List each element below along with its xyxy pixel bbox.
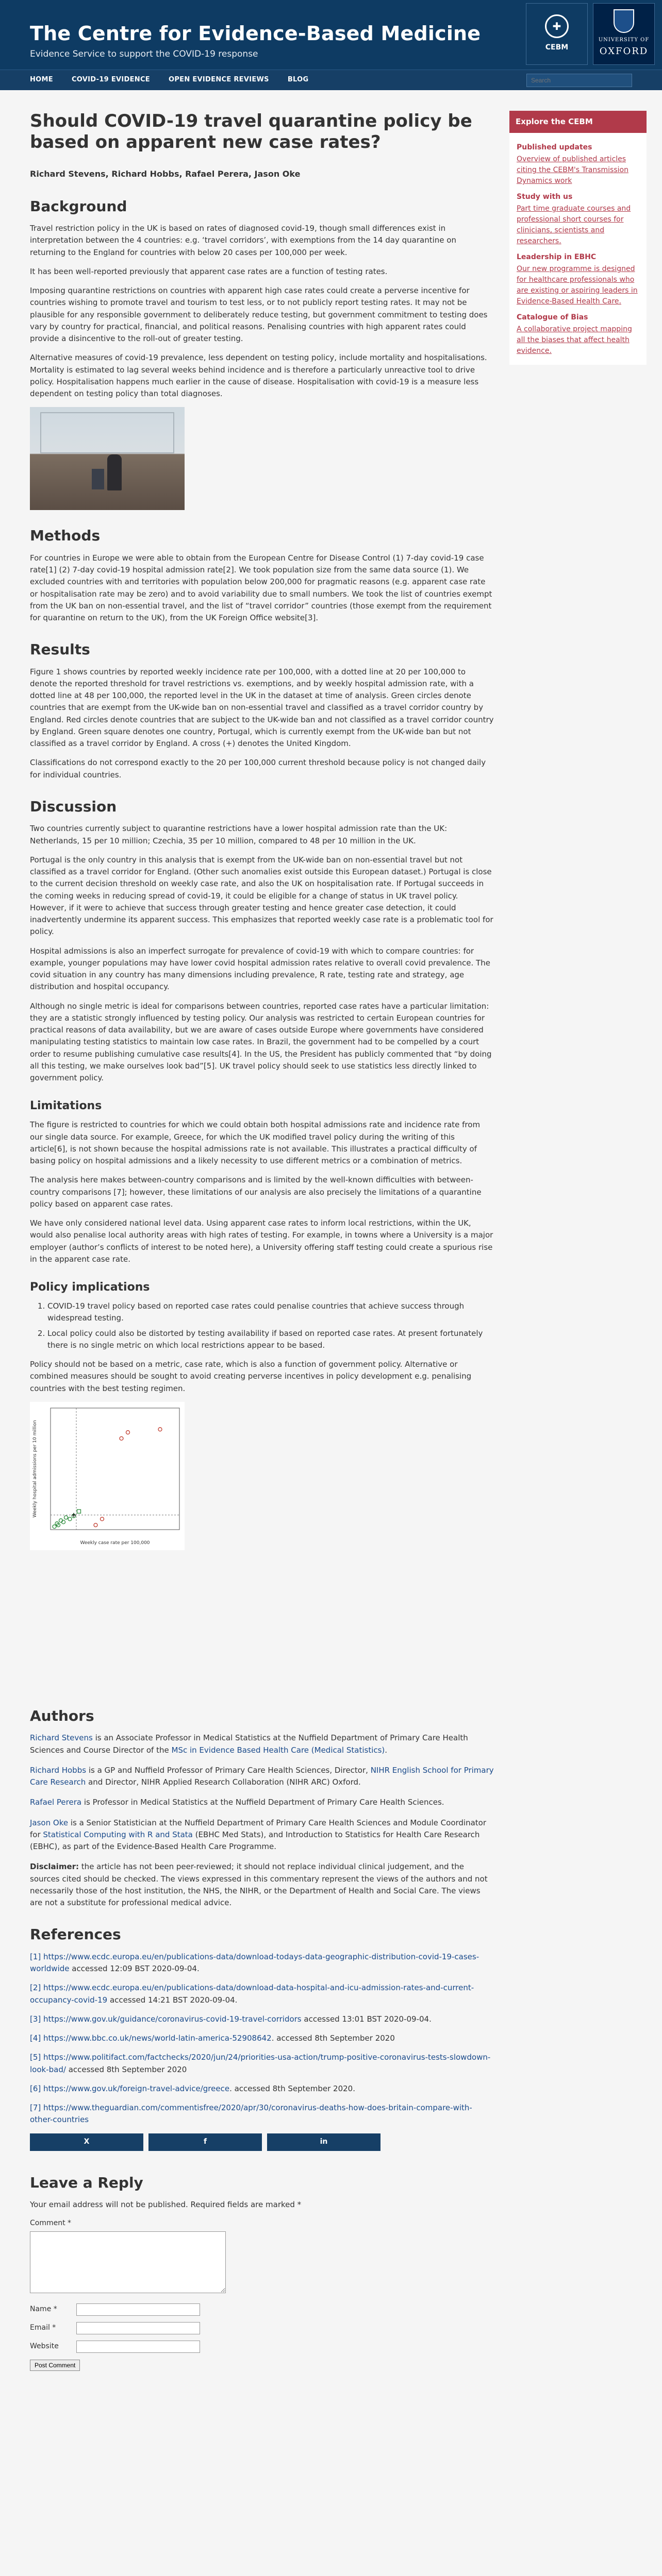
school-link[interactable]: NIHR English School for Primary Care Research [30,1765,494,1787]
nav-home[interactable]: HOME [30,76,53,84]
data-point-travel-corridor [68,1517,72,1521]
sidebar-section-link[interactable]: A collaborative project mapping all the biases that affect health evidence. [517,325,632,355]
photo-suitcase [92,469,104,489]
sidebar-section-link[interactable]: Our new programme is designed for healthcare professionals who are existing or aspiring leaders in Evidence-Based Health Care. [517,265,638,306]
data-point-travel-corridor [64,1516,68,1519]
nav-open-evidence-reviews[interactable]: OPEN EVIDENCE REVIEWS [169,76,269,84]
reference-link[interactable]: https://www.theguardian.com/commentisfree/2020/apr/30/coronavirus-deaths-how-does-britain-compare-with-other-countries [30,2103,472,2125]
post-comment-button[interactable]: Post Comment [30,2360,80,2371]
references-heading: References [30,1926,121,1943]
reference-number[interactable]: [4] [30,2033,41,2043]
author-bio-text: is Professor in Medical Statistics at the Nuffield Department of Primary Care Health Sciences. [81,1798,444,1807]
reference-item [30,2083,494,2095]
sidebar-section-link[interactable]: Overview of published articles citing the CEBM's Transmission Dynamics work [517,155,628,185]
sidebar-section-title[interactable]: Catalogue of Bias [517,313,588,322]
oxford-logo-line1: UNIVERSITY OF [598,37,650,43]
name-input[interactable] [76,2303,200,2316]
author-bio-text: is a GP and Nuffield Professor of Primary Care Health Sciences, Director, [86,1765,371,1775]
policy-item: 2. Local policy could also be distorted by testing availability if based on reported case rates. At present fortunately there is no single metric on which local restrictions appear to be based. [47,1328,494,1352]
disclaimer-text: the article has not been peer-reviewed; it should not replace individual clinical judgement, and the sources cited should be checked. The views expressed in this commentary represent the views of the authors and not necessarily those of the host institution, the NHS, the NIHR, or the Department of Health and Social Care. The views are not a substitute for professional medical advice. [30,1862,488,1908]
limitations-paragraph: The figure is restricted to countries for which we could obtain both hospital admissions rate and incidence rate from our single data source. For example, Greece, for which the UK modified travel policy during the writing of this article[6], is not shown because the hospital admissions rate is not available. This illustrates a practical difficulty of basing policy on hospital admissions and a likely necessity to use different metrics or a combination of metrics. [30,1120,481,1166]
reply-heading: Leave a Reply [30,2174,143,2191]
cebm-logo-text: CEBM [545,43,569,52]
article-title: Should COVID-19 travel quarantine policy be based on apparent new case rates? [30,111,472,153]
reference-link[interactable]: https://www.politifact.com/factchecks/2020/jun/24/priorities-usa-action/trump-positive-coronavirus-tests-slowdown-look-bad/ [30,2053,491,2074]
author-link[interactable]: Jason Oke [30,1818,69,1827]
site-tagline: Evidence Service to support the COVID-19 response [30,49,258,59]
author-bio-tail: . [385,1745,388,1755]
sidebar-section-title[interactable]: Published updates [517,143,592,152]
discussion-heading: Discussion [30,798,117,815]
data-point-subject-to-ban [94,1523,97,1527]
reference-number[interactable]: [7] [30,2103,41,2113]
limitations-paragraph: We have only considered national level data. Using apparent case rates to inform local restrictions, within the UK, would also penalise local authority areas with high rates of testing. For example, in towns where a University is a major employer (author’s conflicts of interest to be noted here), a University offering staff testing could create a spurious rise in the apparent case rate. [30,1218,493,1264]
share-facebook-button[interactable]: f [148,2133,262,2151]
photo-traveller [107,454,122,490]
reply-note: Your email address will not be published. Required fields are marked * [30,2199,302,2209]
author-bio-tail: (EBHC Med Stats), and Introduction to Statistics for Health Care Research (EBHC), as part of the Evidence-Based Health Care Programme. [30,1829,480,1852]
background-paragraph: Imposing quarantine restrictions on countries with apparent high case rates could create a perverse incentive for countries wishing to promote travel and tourism to test less, or to not publicly report testing rates. It may not be plausible for any responsible government to deliberately reduce testing, but government commitment to testing does vary by country for practical, financial, and political reasons. Penalising countries with high apparent rates could provide a disincentive to the roll-out of greater testing. [30,286,488,344]
sidebar-section-link[interactable]: Part time graduate courses and professional short courses for clinicians, scientists and researchers. [517,205,631,246]
policy-paragraph: Policy should not be based on a metric, case rate, which is also a function of government policy. Alternative or combined measures should be sought to avoid creating perverse incentives in policy development e.g. penalising countries with the best testing regimen. [30,1360,472,1393]
data-point-subject-to-ban [101,1517,104,1521]
oxford-shield-icon [614,9,634,33]
methods-paragraph: For countries in Europe we were able to obtain from the European Centre for Disease Control (1) 7-day covid-19 case rate[1] (2) 7-day covid-19 hospital admission rate[2]. We took population size from the same data source (1). We excluded countries with and territories with population below 200,000 for pragmatic reasons (e.g. apparent case rate or hospitalisation rate may be zero) and to avoid variability due to small numbers. We took the list of countries exempt from the UK ban on non-essential travel, and the list of “travel corridor” countries (those exempt from the requirement for quarantine on return to the UK), from the UK Foreign Office website[3]. [30,553,492,623]
reply-form [30,2172,494,2371]
reference-note: accessed 8th September 2020 [65,2064,187,2074]
reference-link[interactable]: https://www.gov.uk/foreign-travel-advice/greece [43,2083,230,2093]
author-bio [30,1765,494,1789]
reference-item [30,2052,494,2076]
search-input[interactable] [526,74,632,87]
name-field-row [30,2303,494,2316]
reference-link[interactable]: https://www.ecdc.europa.eu/en/publications-data/download-todays-data-geographic-distribution-covid-19-cases-worldwide [30,1952,479,1974]
course-link[interactable]: MSc in Evidence Based Health Care (Medical Statistics) [171,1745,385,1755]
reference-note: . accessed 8th September 2020. [229,2083,355,2093]
website-input[interactable] [76,2341,200,2353]
author-link[interactable]: Richard Stevens [30,1733,93,1743]
reference-number[interactable]: [5] [30,2053,41,2062]
data-point-subject-to-ban [158,1428,162,1431]
x-axis-label: Weekly case rate per 100,000 [80,1540,150,1546]
results-paragraph: Figure 1 shows countries by reported weekly incidence rate per 100,000, with a dotted line at 20 per 100,000 to denote the reported threshold for travel restrictions vs. exemptions, and by weekly hospital admission rate, with a dotted line at 48 per 100,000, the reported level in the UK in the dataset at time of analysis. Green circles denote countries that are exempt from the UK-wide ban on non-essential travel and classified as a travel corridor country by England. Red circles denote countries that are subject to the UK-wide ban and not classified as a travel corridor country by England. Green square denotes one country, Portugal, which is currently exempt from the UK-wide ban but not classified as a travel corridor by England. A cross (+) denotes the United Kingdom. [30,667,494,749]
sidebar-section-title[interactable]: Leadership in EBHC [517,253,597,262]
name-label: Name * [30,2305,57,2313]
author-bio-text: is an Associate Professor in Medical Statistics at the Nuffield Department of Primary Care Health Sciences and Course Director of the [30,1733,468,1755]
background-paragraph: Travel restriction policy in the UK is based on rates of diagnosed covid-19, though small differences exist in interpretation between the 4 countries: e.g. ‘travel corridors’, with exemptions from the 14 day quarantine on returning to the England for countries with below 20 cases per 100,000 per week. [30,224,456,257]
site-title[interactable]: The Centre for Evidence-Based Medicine [30,22,481,45]
methods-heading: Methods [30,527,101,545]
reference-note: accessed 12:09 BST 2020-09-04. [69,1964,200,1974]
author-bio-tail: and Director, NIHR Applied Research Collaboration (NIHR ARC) Oxford. [86,1777,361,1787]
policy-list [30,1300,494,1351]
nav-blog[interactable]: BLOG [287,76,309,84]
policy-heading: Policy implications [30,1281,150,1294]
data-point-portugal [77,1510,81,1513]
comment-textarea[interactable] [30,2231,226,2293]
references-section [30,1923,494,2126]
reference-link[interactable]: https://www.bbc.co.uk/news/world-latin-america-52908642 [43,2033,272,2043]
data-point-travel-corridor [53,1525,56,1529]
author-bio [30,1817,494,1853]
limitations-paragraph: The analysis here makes between-country comparisons and is limited by the well-known difficulties with between-country comparisons [7]; however, these limitations of our analysis are also precisely the limitations of a quarantine policy based on apparent case rates. [30,1175,482,1209]
article-authors: Richard Stevens, Richard Hobbs, Rafael Perera, Jason Oke [30,168,301,179]
reference-item [30,1951,494,1975]
data-point-subject-to-ban [120,1436,123,1440]
share-bar [30,2133,494,2151]
nav-covid-evidence[interactable]: COVID-19 EVIDENCE [71,76,150,84]
cebm-mark-icon: ✚ [545,14,569,38]
reference-note: . accessed 8th September 2020 [271,2033,395,2043]
website-label: Website [30,2342,59,2350]
comment-label: Comment * [30,2219,72,2228]
scatter-svg [30,1402,185,1550]
airport-traveller-photo [30,407,185,510]
reference-item [30,2013,494,2025]
website-field-row [30,2341,494,2353]
authors-heading: Authors [30,1707,94,1724]
module-link[interactable]: Statistical Computing with R and Stata [43,1829,193,1839]
article [30,90,494,2371]
reference-link[interactable]: https://www.ecdc.europa.eu/en/publications-data/download-data-hospital-and-icu-admission-rates-and-current-occupancy-covid-19 [30,1983,474,2005]
email-label: Email * [30,2324,56,2332]
reference-number[interactable]: [6] [30,2083,41,2093]
share-x-button[interactable]: X [30,2133,143,2151]
explore-cebm-box [509,111,647,365]
author-bio-text: is a Senior Statistician at the Nuffield Department of Primary Care Health Sciences and Module Coordinator for [30,1818,487,1839]
results-heading: Results [30,641,90,658]
author-bio [30,1797,494,1808]
sidebar-body [509,133,647,365]
author-link[interactable]: Richard Hobbs [30,1765,87,1775]
sidebar [509,111,647,2371]
data-point-subject-to-ban [126,1431,130,1434]
reference-item [30,2032,494,2044]
results-paragraph: Classifications do not correspond exactly to the 20 per 100,000 current threshold because policy is not changed daily for individual countries. [30,758,486,779]
discussion-paragraph: Portugal is the only country in this analysis that is exempt from the UK-wide ban on non-essential travel but not classified as a travel corridor for England. (Other such anomalies exist outside this European dataset.) Portugal is close to the current decision threshold on weekly case rate, and also the UK on hospitalisation rate. If Portugal succeeds in the coming weeks in reducing spread of covid-19, it could be eligible for a change of status in UK travel policy. However, if it were to achieve that success through greater testing and hence greater case detection, it could inadvertently undermine its apparent success. This emphasizes that reported weekly case rate is a problematic tool for policy. [30,855,493,937]
photo-window [40,412,174,453]
reference-note: accessed 14:21 BST 2020-09-04. [107,1995,238,2005]
plot-frame [51,1408,179,1530]
background-paragraph: Alternative measures of covid-19 prevalence, less dependent on testing policy, include mortality and hospitalisations. Mortality is estimated to lag several weeks behind incidence and is therefore a particularly unreactive tool to drive policy. Hospitalisation happens much earlier in the cause of disease. Hospitalisation with covid-19 is a measure less dependent on testing policy than total diagnoses. [30,353,487,399]
discussion-paragraph: Although no single metric is ideal for comparisons between countries, reported case rates have a particular limitation: they are a statistic strongly influenced by testing policy. Our analysis was restricted to certain European countries for practical reasons of data availability, but we are aware of cases outside Europe where governments have considered manipulating testing statistics to maintain low case rates. In Brazil, the government had to be compelled by a court order to resume publishing cumulative case results[4]. In the US, the President has publicly commented that “by doing all this testing, we make ourselves look bad”[5]. UK travel policy should seek to use statistics less directly linked to government policy. [30,1001,492,1083]
share-linkedin-button[interactable]: in [267,2133,380,2151]
figure-1-scatter-chart [30,1402,185,1550]
sidebar-section-title[interactable]: Study with us [517,193,573,201]
policy-item: 1. COVID-19 travel policy based on reported case rates could penalise countries that achieve success through widespread testing. [47,1300,494,1325]
reference-item [30,2102,494,2126]
main-nav [0,70,662,90]
background-paragraph: It has been well-reported previously that apparent case rates are a function of testing rates. [30,266,388,276]
y-axis-label: Weekly hospital admissions per 10 million [32,1420,38,1518]
limitations-heading: Limitations [30,1099,102,1113]
reference-link[interactable]: https://www.gov.uk/guidance/coronavirus-covid-19-travel-corridors [43,2014,302,2024]
reference-number[interactable]: [2] [30,1983,41,1993]
reference-note: accessed 13:01 BST 2020-09-04. [301,2014,432,2024]
sidebar-header: Explore the CEBM [509,111,647,133]
authors-section [30,1705,494,1909]
author-link[interactable]: Rafael Perera [30,1798,82,1807]
disclaimer [30,1861,494,1909]
reference-item [30,1982,494,2006]
discussion-paragraph: Two countries currently subject to quarantine restrictions have a lower hospital admission rate than the UK: Netherlands, 15 per 10 million; Czechia, 35 per 10 million, compared to 48 per 10 million in the UK. [30,824,448,845]
discussion-paragraph: Hospital admissions is also an imperfect surrogate for prevalence of covid-19 with which to compare countries: for example, younger populations may have lower covid hospital admission rates relative to overall covid prevalence. The covid situation in any country has many dimensions including prevalence, R rate, testing rate and strategy, age distribution and hospital occupancy. [30,946,490,992]
author-bio [30,1732,494,1756]
email-field-row [30,2322,494,2334]
reference-number[interactable]: [3] [30,2014,41,2024]
disclaimer-label: Disclaimer: [30,1862,79,1872]
cebm-logo[interactable] [526,3,588,65]
reference-number[interactable]: [1] [30,1952,41,1961]
email-input[interactable] [76,2322,200,2334]
oxford-logo-line2: OXFORD [599,45,649,57]
background-heading: Background [30,197,127,215]
oxford-logo[interactable] [593,3,655,65]
site-header [0,0,662,70]
